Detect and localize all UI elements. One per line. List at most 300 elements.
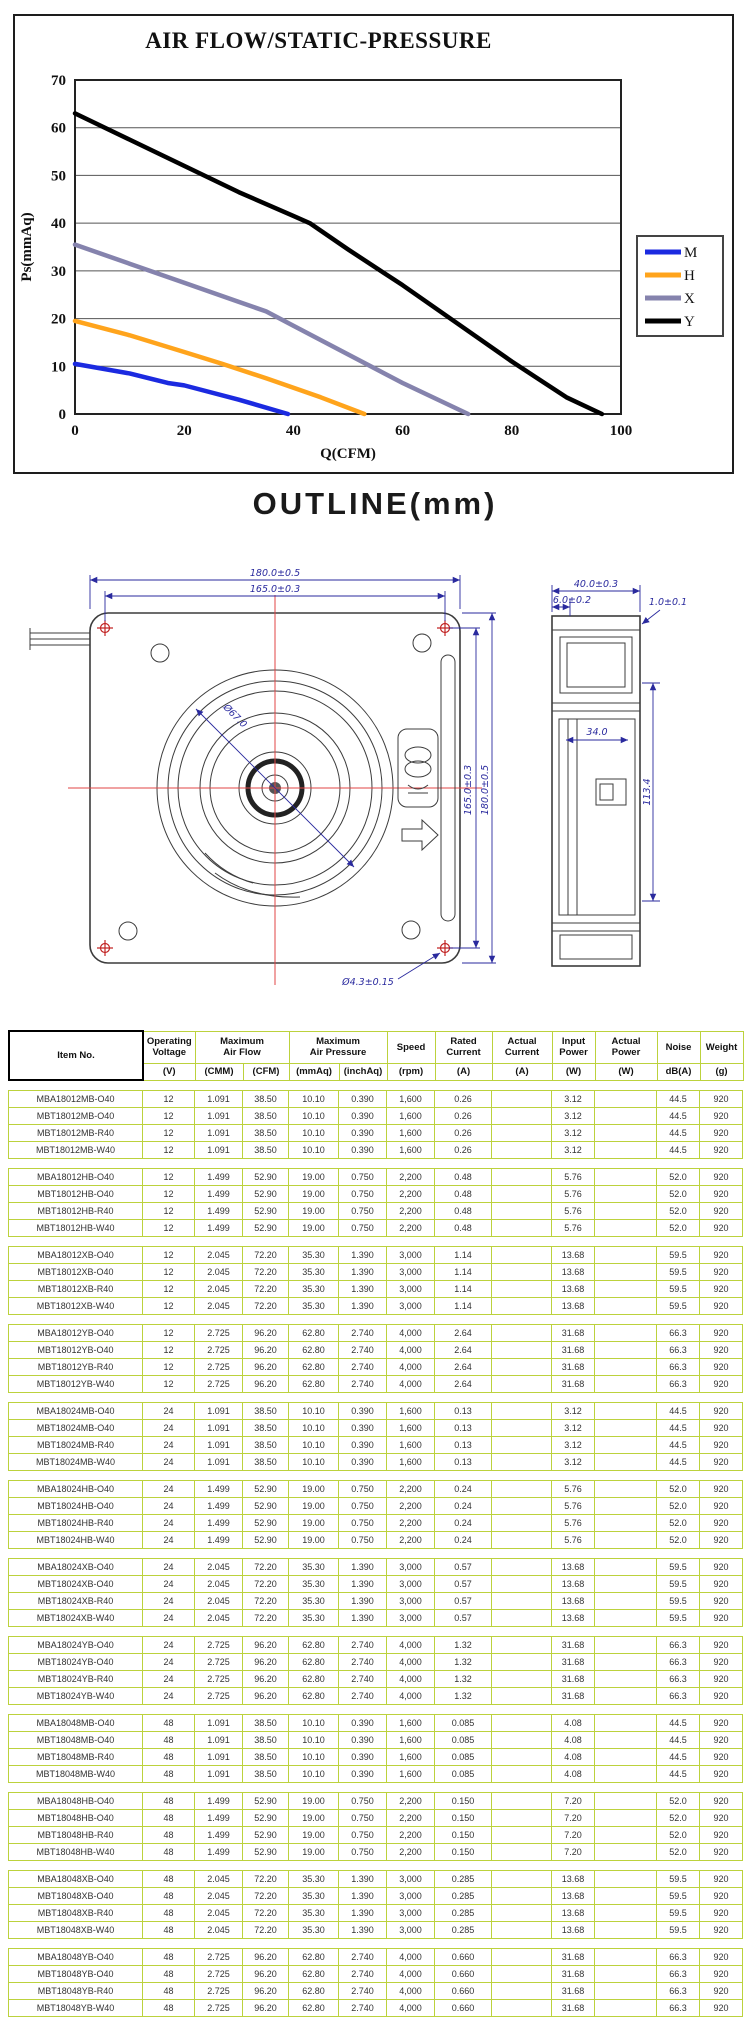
value-cell: 0.390 — [339, 1437, 387, 1454]
unit-header: (V) — [143, 1063, 195, 1080]
value-cell — [492, 1888, 552, 1905]
value-cell: 1,600 — [387, 1125, 435, 1142]
value-cell: 0.48 — [435, 1186, 492, 1203]
value-cell: 24 — [143, 1688, 195, 1705]
spec-table — [8, 1030, 742, 2017]
item-no-cell: MBA18024HB-O40 — [9, 1481, 143, 1498]
value-cell — [492, 1766, 552, 1783]
value-cell: 72.20 — [243, 1871, 289, 1888]
value-cell: 920 — [700, 1247, 743, 1264]
col-header: Rated Current — [435, 1031, 492, 1063]
col-header: Actual Current — [492, 1031, 552, 1063]
value-cell: 1.499 — [195, 1810, 243, 1827]
value-cell: 2.725 — [195, 1966, 243, 1983]
value-cell: 2,200 — [387, 1827, 435, 1844]
table-row — [9, 1922, 743, 1939]
dim-lip: 1.0±0.1 — [648, 597, 688, 608]
value-cell: 3,000 — [387, 1298, 435, 1315]
value-cell: 3,000 — [387, 1576, 435, 1593]
value-cell: 48 — [143, 1827, 195, 1844]
value-cell: 920 — [700, 1264, 743, 1281]
value-cell: 0.57 — [435, 1610, 492, 1627]
legend-label-H: H — [684, 268, 695, 284]
table-row — [9, 1437, 743, 1454]
value-cell: 38.50 — [243, 1437, 289, 1454]
table-row — [9, 1949, 743, 1966]
value-cell: 4.08 — [552, 1749, 595, 1766]
value-cell: 48 — [143, 1793, 195, 1810]
unit-header: (inchAq) — [339, 1063, 387, 1080]
value-cell — [595, 1654, 657, 1671]
spec-group-table — [8, 1402, 743, 1471]
centerlines — [68, 595, 482, 985]
value-cell: 0.390 — [339, 1403, 387, 1420]
item-no-cell: MBA18024MB-O40 — [9, 1403, 143, 1420]
spec-group-table — [8, 1948, 743, 2017]
value-cell: 3,000 — [387, 1905, 435, 1922]
value-cell: 920 — [700, 1610, 743, 1627]
table-row — [9, 1671, 743, 1688]
value-cell: 1.499 — [195, 1844, 243, 1861]
value-cell: 2.045 — [195, 1922, 243, 1939]
value-cell: 0.085 — [435, 1732, 492, 1749]
value-cell: 920 — [700, 1298, 743, 1315]
value-cell: 62.80 — [289, 1325, 339, 1342]
item-no-cell: MBT18024YB-W40 — [9, 1688, 143, 1705]
value-cell: 920 — [700, 1186, 743, 1203]
value-cell: 0.24 — [435, 1481, 492, 1498]
value-cell: 12 — [143, 1247, 195, 1264]
value-cell: 96.20 — [243, 1637, 289, 1654]
table-row — [9, 2000, 743, 2017]
value-cell: 1.32 — [435, 1671, 492, 1688]
value-cell: 19.00 — [289, 1532, 339, 1549]
item-no-cell: MBT18012MB-O40 — [9, 1108, 143, 1125]
value-cell: 1.390 — [339, 1576, 387, 1593]
table-row — [9, 1454, 743, 1471]
col-header: Actual Power — [595, 1031, 657, 1063]
value-cell: 2.045 — [195, 1871, 243, 1888]
value-cell: 12 — [143, 1298, 195, 1315]
value-cell: 35.30 — [289, 1610, 339, 1627]
value-cell: 72.20 — [243, 1610, 289, 1627]
lead-wires — [30, 628, 90, 650]
value-cell: 2.045 — [195, 1247, 243, 1264]
value-cell — [595, 1671, 657, 1688]
value-cell: 1.091 — [195, 1732, 243, 1749]
value-cell: 44.5 — [657, 1108, 700, 1125]
value-cell — [595, 1169, 657, 1186]
item-no-cell: MBT18048MB-R40 — [9, 1749, 143, 1766]
value-cell: 920 — [700, 1454, 743, 1471]
value-cell: 2.725 — [195, 2000, 243, 2017]
value-cell: 3.12 — [552, 1403, 595, 1420]
value-cell: 48 — [143, 1871, 195, 1888]
value-cell: 0.26 — [435, 1125, 492, 1142]
value-cell: 52.90 — [243, 1810, 289, 1827]
value-cell: 62.80 — [289, 1654, 339, 1671]
value-cell — [595, 1888, 657, 1905]
item-no-cell: MBT18024MB-W40 — [9, 1454, 143, 1471]
value-cell: 2,200 — [387, 1532, 435, 1549]
value-cell — [492, 1844, 552, 1861]
value-cell: 1,600 — [387, 1108, 435, 1125]
value-cell: 12 — [143, 1203, 195, 1220]
value-cell: 31.68 — [552, 1342, 595, 1359]
value-cell: 96.20 — [243, 1359, 289, 1376]
value-cell: 0.48 — [435, 1203, 492, 1220]
value-cell: 2.740 — [339, 1637, 387, 1654]
value-cell: 59.5 — [657, 1888, 700, 1905]
value-cell — [492, 1403, 552, 1420]
value-cell — [492, 1186, 552, 1203]
value-cell: 0.750 — [339, 1169, 387, 1186]
value-cell: 35.30 — [289, 1576, 339, 1593]
value-cell — [595, 1688, 657, 1705]
x-tick-label: 20 — [176, 423, 192, 439]
value-cell — [595, 1437, 657, 1454]
value-cell: 59.5 — [657, 1905, 700, 1922]
value-cell: 48 — [143, 1983, 195, 2000]
value-cell: 4,000 — [387, 2000, 435, 2017]
value-cell: 920 — [700, 1420, 743, 1437]
value-cell: 38.50 — [243, 1142, 289, 1159]
value-cell — [595, 1810, 657, 1827]
value-cell — [492, 1576, 552, 1593]
value-cell: 1.390 — [339, 1905, 387, 1922]
spec-group-table — [8, 1870, 743, 1939]
value-cell — [492, 1359, 552, 1376]
item-no-cell: MBA18012MB-O40 — [9, 1091, 143, 1108]
value-cell: 920 — [700, 1966, 743, 1983]
table-row — [9, 1793, 743, 1810]
value-cell: 0.26 — [435, 1142, 492, 1159]
value-cell: 4,000 — [387, 1966, 435, 1983]
value-cell: 2,200 — [387, 1186, 435, 1203]
value-cell: 48 — [143, 1844, 195, 1861]
unit-header: (g) — [700, 1063, 743, 1080]
y-tick-label: 30 — [51, 263, 66, 280]
unit-header: (W) — [595, 1063, 657, 1080]
value-cell: 35.30 — [289, 1247, 339, 1264]
value-cell: 4.08 — [552, 1766, 595, 1783]
value-cell — [595, 1342, 657, 1359]
value-cell: 1.390 — [339, 1922, 387, 1939]
value-cell: 920 — [700, 1844, 743, 1861]
value-cell: 24 — [143, 1532, 195, 1549]
item-no-cell: MBA18012XB-O40 — [9, 1247, 143, 1264]
col-header: Maximum Air Pressure — [289, 1031, 387, 1063]
value-cell: 1,600 — [387, 1732, 435, 1749]
value-cell: 62.80 — [289, 1359, 339, 1376]
value-cell: 3.12 — [552, 1454, 595, 1471]
value-cell: 62.80 — [289, 1688, 339, 1705]
item-no-cell: MBT18048YB-O40 — [9, 1966, 143, 1983]
value-cell: 5.76 — [552, 1532, 595, 1549]
value-cell: 96.20 — [243, 1983, 289, 2000]
value-cell — [492, 1871, 552, 1888]
value-cell: 0.390 — [339, 1715, 387, 1732]
spec-group-table — [8, 1168, 743, 1237]
series-H — [75, 321, 364, 414]
x-tick-label: 60 — [395, 423, 411, 439]
value-cell: 0.390 — [339, 1732, 387, 1749]
value-cell: 920 — [700, 1810, 743, 1827]
item-no-cell: MBT18048MB-W40 — [9, 1766, 143, 1783]
value-cell: 7.20 — [552, 1844, 595, 1861]
value-cell: 59.5 — [657, 1610, 700, 1627]
value-cell: 66.3 — [657, 1637, 700, 1654]
item-no-cell: MBT18024HB-O40 — [9, 1498, 143, 1515]
value-cell: 920 — [700, 1359, 743, 1376]
value-cell — [492, 1637, 552, 1654]
value-cell — [492, 1671, 552, 1688]
value-cell: 920 — [700, 1888, 743, 1905]
value-cell: 10.10 — [289, 1732, 339, 1749]
value-cell: 24 — [143, 1610, 195, 1627]
value-cell: 920 — [700, 1108, 743, 1125]
value-cell: 38.50 — [243, 1454, 289, 1471]
value-cell: 1.390 — [339, 1264, 387, 1281]
value-cell: 1.499 — [195, 1793, 243, 1810]
airflow-direction-arrow — [402, 820, 438, 850]
value-cell: 31.68 — [552, 1671, 595, 1688]
value-cell: 48 — [143, 2000, 195, 2017]
col-header-item-no: Item No. — [9, 1031, 143, 1080]
spec-group-table — [8, 1090, 743, 1159]
outline-title: OUTLINE(mm) — [252, 486, 498, 521]
value-cell: 24 — [143, 1671, 195, 1688]
value-cell — [595, 1532, 657, 1549]
airflow-plot — [17, 64, 732, 468]
value-cell: 2.740 — [339, 1966, 387, 1983]
value-cell: 5.76 — [552, 1186, 595, 1203]
value-cell: 1.14 — [435, 1298, 492, 1315]
value-cell: 920 — [700, 1532, 743, 1549]
item-no-cell: MBT18012XB-R40 — [9, 1281, 143, 1298]
table-row — [9, 1559, 743, 1576]
value-cell: 1.390 — [339, 1593, 387, 1610]
value-cell: 48 — [143, 1810, 195, 1827]
value-cell — [492, 1532, 552, 1549]
value-cell: 48 — [143, 1966, 195, 1983]
value-cell: 24 — [143, 1515, 195, 1532]
value-cell: 52.90 — [243, 1532, 289, 1549]
series-X — [75, 245, 468, 414]
value-cell: 920 — [700, 1922, 743, 1939]
value-cell: 0.390 — [339, 1766, 387, 1783]
value-cell: 38.50 — [243, 1766, 289, 1783]
table-row — [9, 1576, 743, 1593]
dim-hub-diameter: Ø67.0 — [220, 702, 249, 731]
item-no-cell: MBA18012YB-O40 — [9, 1325, 143, 1342]
value-cell: 3.12 — [552, 1142, 595, 1159]
value-cell — [595, 1766, 657, 1783]
value-cell — [595, 1749, 657, 1766]
y-tick-label: 0 — [58, 407, 66, 423]
value-cell: 0.285 — [435, 1905, 492, 1922]
value-cell: 1.32 — [435, 1654, 492, 1671]
value-cell: 52.90 — [243, 1844, 289, 1861]
table-row — [9, 1125, 743, 1142]
value-cell: 920 — [700, 1749, 743, 1766]
value-cell: 1.091 — [195, 1749, 243, 1766]
unit-header: (A) — [435, 1063, 492, 1080]
value-cell — [595, 1125, 657, 1142]
item-no-cell: MBT18048HB-O40 — [9, 1810, 143, 1827]
value-cell — [492, 1827, 552, 1844]
table-row — [9, 1888, 743, 1905]
value-cell: 13.68 — [552, 1905, 595, 1922]
value-cell: 2.045 — [195, 1576, 243, 1593]
value-cell: 1.091 — [195, 1108, 243, 1125]
value-cell: 31.68 — [552, 1966, 595, 1983]
value-cell: 0.085 — [435, 1749, 492, 1766]
col-header: Speed — [387, 1031, 435, 1063]
value-cell: 2.740 — [339, 2000, 387, 2017]
value-cell: 52.0 — [657, 1203, 700, 1220]
value-cell: 5.76 — [552, 1169, 595, 1186]
value-cell: 62.80 — [289, 1966, 339, 1983]
value-cell — [492, 1264, 552, 1281]
value-cell: 12 — [143, 1325, 195, 1342]
value-cell: 3,000 — [387, 1871, 435, 1888]
table-row — [9, 1108, 743, 1125]
value-cell — [595, 1298, 657, 1315]
fan-side-view — [552, 616, 640, 966]
item-no-cell: MBT18024MB-R40 — [9, 1437, 143, 1454]
value-cell: 52.90 — [243, 1481, 289, 1498]
item-no-cell: MBT18048YB-W40 — [9, 2000, 143, 2017]
item-no-cell: MBT18048XB-O40 — [9, 1888, 143, 1905]
value-cell: 920 — [700, 1715, 743, 1732]
value-cell: 10.10 — [289, 1454, 339, 1471]
value-cell — [595, 1403, 657, 1420]
value-cell: 13.68 — [552, 1576, 595, 1593]
value-cell: 24 — [143, 1454, 195, 1471]
table-row — [9, 1593, 743, 1610]
value-cell: 920 — [700, 1342, 743, 1359]
value-cell: 72.20 — [243, 1281, 289, 1298]
value-cell: 96.20 — [243, 1376, 289, 1393]
value-cell: 19.00 — [289, 1481, 339, 1498]
item-no-cell: MBA18048MB-O40 — [9, 1715, 143, 1732]
value-cell: 0.750 — [339, 1186, 387, 1203]
value-cell: 920 — [700, 1671, 743, 1688]
value-cell: 62.80 — [289, 1342, 339, 1359]
value-cell: 2.740 — [339, 1688, 387, 1705]
value-cell: 920 — [700, 1091, 743, 1108]
value-cell: 3,000 — [387, 1610, 435, 1627]
value-cell: 2.740 — [339, 1983, 387, 2000]
value-cell: 1.14 — [435, 1264, 492, 1281]
value-cell — [492, 1732, 552, 1749]
value-cell: 3.12 — [552, 1125, 595, 1142]
value-cell — [492, 1983, 552, 2000]
chart-title: AIR FLOW/STATIC-PRESSURE — [145, 28, 492, 53]
value-cell: 66.3 — [657, 1342, 700, 1359]
value-cell: 920 — [700, 1983, 743, 2000]
value-cell: 1.390 — [339, 1888, 387, 1905]
value-cell: 7.20 — [552, 1827, 595, 1844]
value-cell: 2.740 — [339, 1325, 387, 1342]
value-cell: 1.091 — [195, 1091, 243, 1108]
value-cell: 0.13 — [435, 1437, 492, 1454]
value-cell: 66.3 — [657, 1359, 700, 1376]
value-cell: 31.68 — [552, 1325, 595, 1342]
value-cell — [492, 1593, 552, 1610]
table-row — [9, 1637, 743, 1654]
value-cell: 59.5 — [657, 1281, 700, 1298]
table-row — [9, 1481, 743, 1498]
value-cell — [595, 1966, 657, 1983]
value-cell: 38.50 — [243, 1749, 289, 1766]
value-cell: 13.68 — [552, 1264, 595, 1281]
value-cell: 66.3 — [657, 1966, 700, 1983]
value-cell: 52.90 — [243, 1220, 289, 1237]
value-cell: 0.085 — [435, 1715, 492, 1732]
value-cell: 1.499 — [195, 1220, 243, 1237]
table-row — [9, 1732, 743, 1749]
value-cell: 59.5 — [657, 1298, 700, 1315]
value-cell: 24 — [143, 1593, 195, 1610]
value-cell: 0.48 — [435, 1169, 492, 1186]
value-cell: 920 — [700, 1688, 743, 1705]
value-cell — [595, 1827, 657, 1844]
value-cell: 10.10 — [289, 1142, 339, 1159]
value-cell: 35.30 — [289, 1871, 339, 1888]
table-row — [9, 1359, 743, 1376]
value-cell: 2,200 — [387, 1498, 435, 1515]
value-cell: 52.0 — [657, 1169, 700, 1186]
dim-hub-width: 34.0 — [586, 727, 608, 738]
value-cell: 12 — [143, 1264, 195, 1281]
value-cell: 10.10 — [289, 1766, 339, 1783]
value-cell: 24 — [143, 1420, 195, 1437]
y-tick-label: 40 — [51, 216, 66, 233]
value-cell: 2,200 — [387, 1169, 435, 1186]
value-cell: 1.14 — [435, 1281, 492, 1298]
item-no-cell: MBT18048YB-R40 — [9, 1983, 143, 2000]
legend-label-X: X — [684, 291, 695, 307]
value-cell: 5.76 — [552, 1203, 595, 1220]
value-cell: 31.68 — [552, 1983, 595, 2000]
value-cell: 52.0 — [657, 1532, 700, 1549]
value-cell: 0.085 — [435, 1766, 492, 1783]
unit-header: dB(A) — [657, 1063, 700, 1080]
value-cell: 48 — [143, 1715, 195, 1732]
value-cell — [595, 1220, 657, 1237]
value-cell — [492, 1749, 552, 1766]
y-tick-label: 70 — [51, 73, 66, 89]
value-cell — [492, 1715, 552, 1732]
value-cell: 59.5 — [657, 1264, 700, 1281]
value-cell: 35.30 — [289, 1264, 339, 1281]
value-cell: 2.725 — [195, 1688, 243, 1705]
value-cell: 920 — [700, 1827, 743, 1844]
value-cell: 0.150 — [435, 1827, 492, 1844]
item-no-cell: MBT18048MB-O40 — [9, 1732, 143, 1749]
table-row — [9, 1766, 743, 1783]
value-cell: 0.48 — [435, 1220, 492, 1237]
dim-depth: 40.0±0.3 — [573, 579, 619, 590]
value-cell: 0.390 — [339, 1420, 387, 1437]
value-cell: 1.091 — [195, 1766, 243, 1783]
dim-outer-width: 180.0±0.5 — [249, 568, 301, 579]
dim-hole-pitch-h: 165.0±0.3 — [249, 584, 301, 595]
value-cell: 72.20 — [243, 1264, 289, 1281]
value-cell — [595, 1610, 657, 1627]
